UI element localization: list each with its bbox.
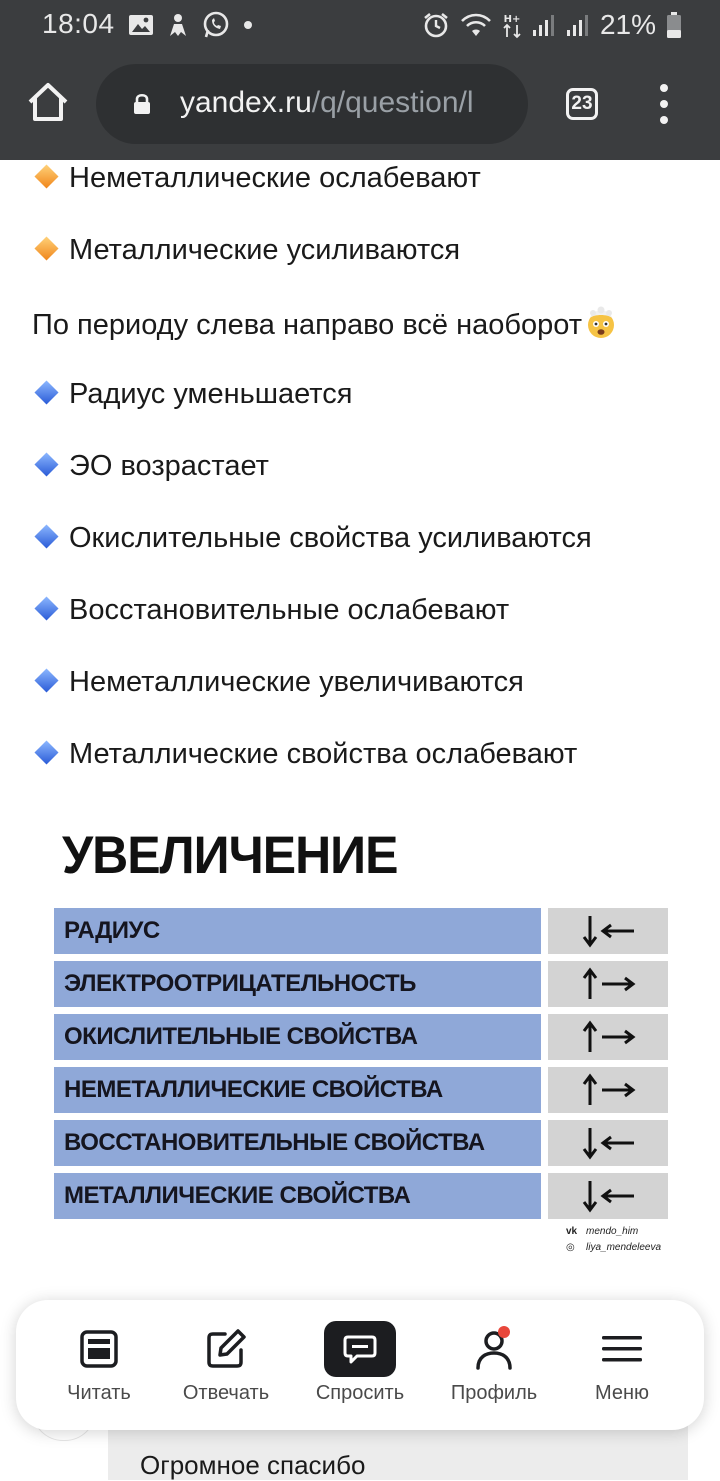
nav-menu-button[interactable]: [557, 1300, 687, 1430]
blue-diamond-icon: [34, 524, 58, 548]
arrow-cell: [548, 961, 668, 1007]
alarm-icon: [422, 11, 450, 39]
mobile-data-icon: [502, 11, 522, 39]
credit-vk: vk mendo_him: [566, 1224, 661, 1240]
instagram-icon: ◎: [566, 1242, 575, 1253]
system-icons: [422, 8, 682, 42]
infographic-row: [54, 1173, 668, 1219]
status-time: 18:04: [42, 8, 115, 39]
infographic-title: УВЕЛИЧЕНИЕ: [62, 825, 398, 885]
whatsapp-icon: [202, 11, 230, 39]
blue-diamond-icon: [34, 380, 58, 404]
browser-menu-icon[interactable]: [654, 84, 674, 124]
blue-diamond-icon: [34, 668, 58, 692]
orange-diamond-icon: [34, 164, 58, 188]
edit-icon: [205, 1328, 247, 1370]
arrows-up-right-icon: [578, 966, 638, 1002]
gallery-icon: [128, 13, 154, 37]
address-bar[interactable]: [96, 64, 528, 144]
nav-label: Отвечать: [182, 1382, 270, 1404]
bottom-navigation: [16, 1300, 704, 1430]
chat-icon: [343, 1334, 377, 1364]
nav-label: Профиль: [450, 1382, 538, 1404]
app-notification-icon: [166, 12, 190, 38]
hamburger-icon: [601, 1334, 643, 1364]
battery-icon: [666, 11, 682, 39]
url-text[interactable]: [180, 86, 510, 120]
user-icon: [474, 1326, 514, 1372]
row-label: РАДИУС: [54, 908, 541, 954]
infographic-row: [54, 1067, 668, 1113]
text-line-4: Радиус уменьшается: [38, 378, 352, 411]
tab-count: 23: [571, 93, 593, 114]
text-line-6: Окислительные свойства усиливаются: [38, 522, 592, 555]
orange-diamond-icon: [34, 236, 58, 260]
wifi-icon: [460, 12, 492, 38]
text-line-1: Неметаллические ослабевают: [38, 162, 481, 195]
nav-ask-button[interactable]: [295, 1300, 425, 1430]
row-label: МЕТАЛЛИЧЕСКИЕ СВОЙСТВА: [54, 1173, 541, 1219]
row-label: ЭЛЕКТРООТРИЦАТЕЛЬНОСТЬ: [54, 961, 541, 1007]
more-notifications-dot-icon: [242, 19, 254, 31]
infographic-row: [54, 1120, 668, 1166]
book-icon: [79, 1329, 119, 1369]
arrow-cell: [548, 1120, 668, 1166]
browser-toolbar: [0, 50, 720, 160]
nav-label: Спросить: [315, 1382, 405, 1404]
nav-label: Меню: [594, 1382, 650, 1404]
text-line-9: Металлические свойства ослабевают: [38, 738, 577, 771]
url-path: /q/question/l: [311, 86, 474, 119]
arrow-cell: [548, 1173, 668, 1219]
battery-percent: 21%: [599, 9, 656, 40]
row-label: ОКИСЛИТЕЛЬНЫЕ СВОЙСТВА: [54, 1014, 541, 1060]
credit-instagram: ◎ liya_mendeleeva: [566, 1240, 661, 1256]
nav-read-button[interactable]: [34, 1300, 164, 1430]
infographic-row: [54, 908, 668, 954]
infographic-row: [54, 961, 668, 1007]
image-credits: [566, 1224, 661, 1256]
signal-sim1-icon: [532, 12, 556, 38]
tab-switcher-button[interactable]: [566, 88, 598, 120]
arrows-up-right-icon: [578, 1019, 638, 1055]
text-line-8: Неметаллические увеличиваются: [38, 666, 524, 699]
arrow-cell: [548, 1014, 668, 1060]
arrows-down-left-icon: [578, 913, 638, 949]
vk-icon: vk: [566, 1226, 578, 1237]
arrows-down-left-icon: [578, 1178, 638, 1214]
home-icon[interactable]: [26, 80, 70, 124]
url-host: yandex.ru: [180, 86, 312, 119]
nav-answer-button[interactable]: [161, 1300, 291, 1430]
arrows-down-left-icon: [578, 1125, 638, 1161]
status-bar: [0, 0, 720, 50]
text-line-2: Металлические усиливаются: [38, 234, 460, 267]
nav-label: Читать: [67, 1382, 131, 1404]
row-label: НЕМЕТАЛЛИЧЕСКИЕ СВОЙСТВА: [54, 1067, 541, 1113]
blue-diamond-icon: [34, 596, 58, 620]
signal-sim2-icon: [566, 12, 590, 38]
arrow-cell: [548, 908, 668, 954]
arrow-cell: [548, 1067, 668, 1113]
exploding-head-emoji-icon: [584, 306, 618, 340]
notification-icons: [128, 8, 254, 42]
answer-preview-text: Огромное спасибо: [140, 1450, 366, 1480]
lock-icon: [132, 92, 152, 114]
text-line-3: По периоду слева направо всё наоборот: [32, 306, 618, 342]
blue-diamond-icon: [34, 740, 58, 764]
arrows-up-right-icon: [578, 1072, 638, 1108]
notification-dot-icon: [498, 1326, 510, 1338]
infographic-row: [54, 1014, 668, 1060]
network-type-label: H+: [503, 14, 521, 25]
text-line-7: Восстановительные ослабевают: [38, 594, 509, 627]
ask-button-background: [324, 1321, 396, 1377]
text-line-5: ЭО возрастает: [38, 450, 269, 483]
blue-diamond-icon: [34, 452, 58, 476]
nav-profile-button[interactable]: [429, 1300, 559, 1430]
row-label: ВОССТАНОВИТЕЛЬНЫЕ СВОЙСТВА: [54, 1120, 541, 1166]
